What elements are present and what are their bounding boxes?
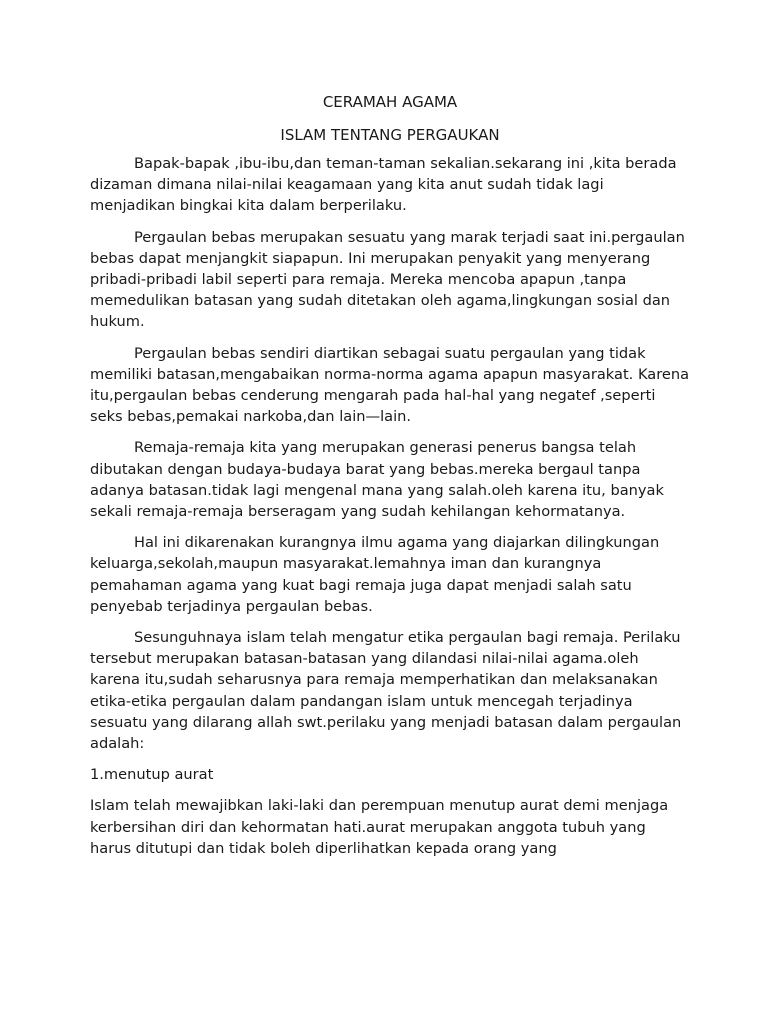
paragraph-6: Sesunguhnaya islam telah mengatur etika pergaulan bagi remaja. Perilaku tersebut merupakan batasan-batasan yang dilandasi nilai-nilai agama.oleh karena itu,sudah seharusnya para remaja memperhatikan dan melaksanakan etika-etika pergaulan dalam pandangan islam untuk mencegah terjadinya sesuatu yang dilarang allah swt.perilaku yang menjadi batasan dalam pergaulan adalah:	[90, 629, 682, 753]
paragraph-4: Remaja-remaja kita yang merupakan generasi penerus bangsa telah dibutakan dengan budaya-budaya barat yang bebas.mereka bergaul tanpa adanya batasan.tidak lagi mengenal mana yang salah.oleh karena itu, banyak sekali remaja-remaja berseragam yang sudah kehilangan kehormatanya.	[90, 439, 664, 521]
paragraph-1: Bapak-bapak ,ibu-ibu,dan teman-taman sekalian.sekarang ini ,kita berada dizaman dimana nilai-nilai keagamaan yang kita anut sudah tidak lagi menjadikan bingkai kita dalam berperilaku.	[90, 155, 677, 215]
document-page	[90, 90, 690, 869]
paragraph-5: Hal ini dikarenakan kurangnya ilmu agama yang diajarkan dilingkungan keluarga,sekolah,maupun masyarakat.lemahnya iman dan kurangnya pemahaman agama yang kuat bagi remaja juga dapat menjadi salah satu penyebab terjadinya pergaulan bebas.	[90, 534, 660, 615]
paragraph-2: Pergaulan bebas merupakan sesuatu yang marak terjadi saat ini.pergaulan bebas dapat menjangkit siapapun. Ini merupakan penyakit yang menyerang pribadi-pribadi labil seperti para remaja. Mereka mencoba apapun ,tanpa memedulikan batasan yang sudah ditetakan oleh agama,lingkungan sosial dan hukum.	[90, 228, 685, 331]
document-subtitle: ISLAM TENTANG PERGAUKAN	[280, 126, 500, 144]
paragraph-3: Pergaulan bebas sendiri diartikan sebagai suatu pergaulan yang tidak memiliki batasan,mengabaikan norma-norma agama apapun masyarakat. Karena itu,pergaulan bebas cenderung mengarah pada hal-hal yang negatef ,seperti seks bebas,pemakai narkoba,dan lain—lain.	[90, 344, 690, 426]
section-heading: 1.menutup aurat	[90, 766, 214, 784]
section-paragraph: Islam telah mewajibkan laki-laki dan perempuan menutup aurat demi menjaga kerbersihan diri dan kehormatan hati.aurat merupakan anggota tubuh yang harus ditutupi dan tidak boleh diperlihatkan kepada orang yang	[90, 797, 669, 857]
document-title: CERAMAH AGAMA	[322, 93, 458, 111]
